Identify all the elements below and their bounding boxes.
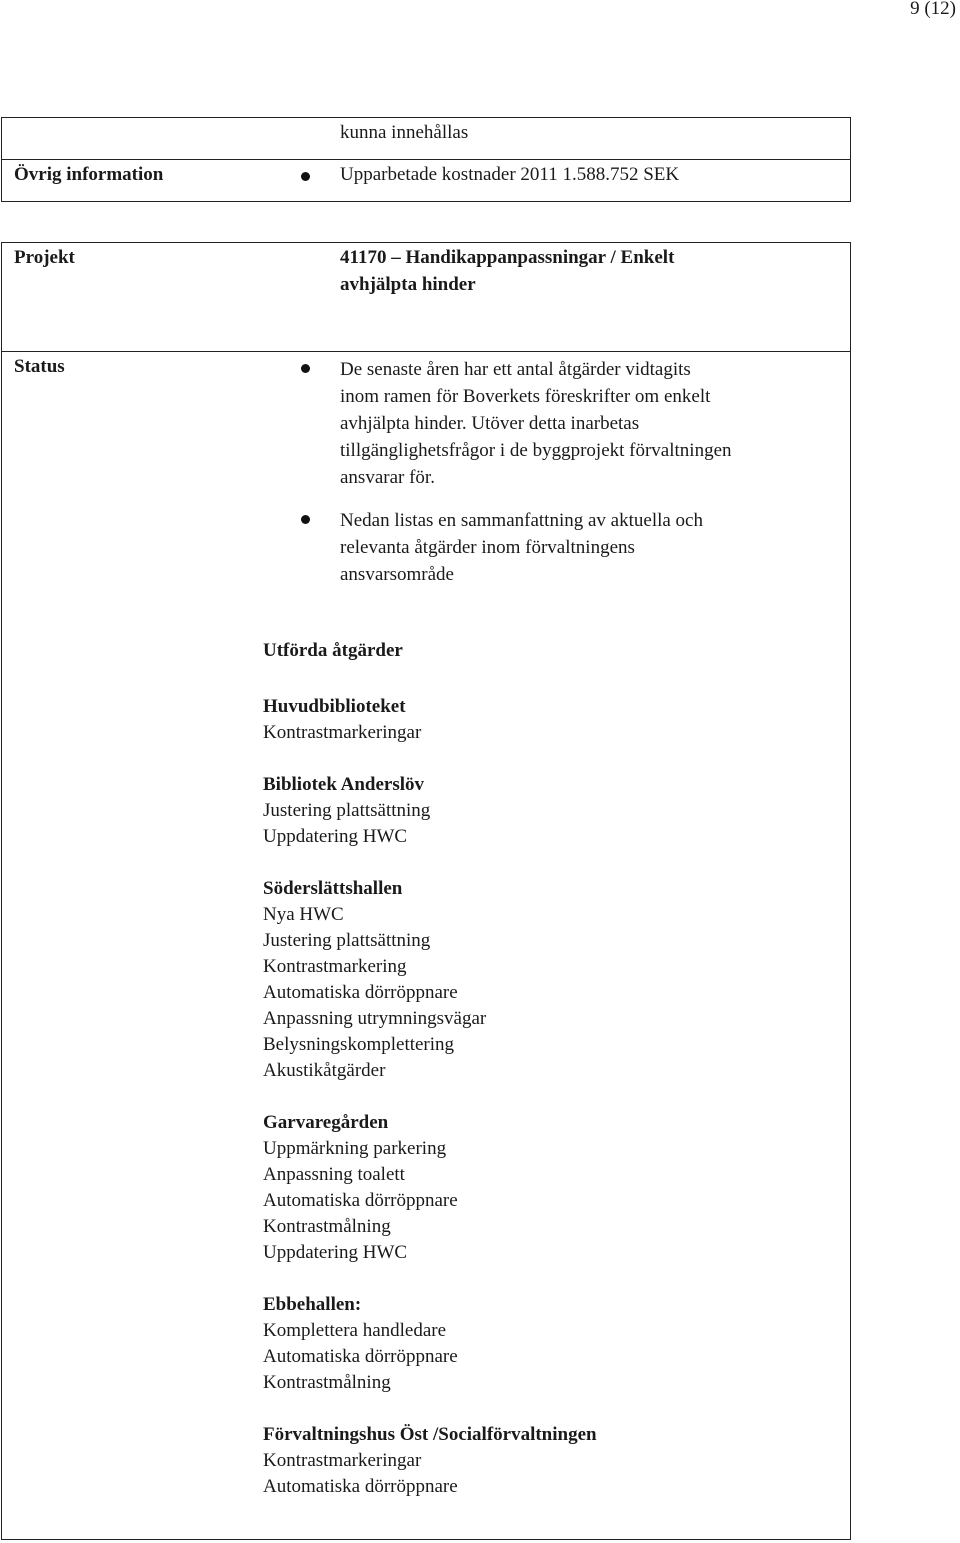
action-group [263, 772, 823, 850]
bullet-icon [301, 364, 310, 373]
ovrig-information-label: Övrig information [14, 164, 164, 185]
action-item: Nya HWC [263, 904, 344, 925]
action-group [263, 694, 823, 746]
status-bullet-1 [340, 356, 732, 491]
action-item: Uppdatering HWC [263, 826, 408, 847]
action-item: Justering plattsättning [263, 930, 431, 951]
action-group-title: Garvaregården [263, 1112, 389, 1133]
project-title-line1: 41170 – Handikappanpassningar / Enkelt [340, 247, 675, 268]
status-line: De senaste åren har ett antal åtgärder vidtagits [340, 359, 691, 380]
status-line: relevanta åtgärder inom förvaltningens [340, 537, 635, 558]
action-group-title: Bibliotek Anderslöv [263, 774, 424, 795]
action-item: Akustikåtgärder [263, 1060, 386, 1081]
action-item: Anpassning utrymningsvägar [263, 1008, 487, 1029]
action-group [263, 1110, 823, 1266]
action-item: Kontrastmålning [263, 1372, 391, 1393]
action-group [263, 876, 823, 1084]
status-bullet-2 [340, 507, 703, 588]
status-line: ansvarsområde [340, 564, 454, 585]
bullet-icon [301, 172, 310, 181]
project-title-line2: avhjälpta hinder [340, 274, 476, 295]
projekt-label: Projekt [14, 247, 75, 268]
row-divider [2, 351, 850, 352]
action-item: Kontrastmålning [263, 1216, 391, 1237]
action-group [263, 1292, 823, 1396]
action-item: Automatiska dörröppnare [263, 1346, 458, 1367]
action-item: Uppdatering HWC [263, 1242, 408, 1263]
info-table [1, 117, 851, 202]
actions-heading: Utförda åtgärder [263, 640, 403, 661]
action-group-title: Förvaltningshus Öst /Socialförvaltningen [263, 1424, 597, 1445]
action-item: Komplettera handledare [263, 1320, 447, 1341]
action-item: Belysningskomplettering [263, 1034, 455, 1055]
costs-text: Upparbetade kostnader 2011 1.588.752 SEK [340, 164, 680, 185]
page-number: 9 (12) [910, 0, 956, 19]
action-item: Uppmärkning parkering [263, 1138, 447, 1159]
action-group [263, 1422, 823, 1500]
row-divider [2, 159, 850, 160]
continued-text: kunna innehållas [340, 122, 469, 143]
action-item: Automatiska dörröppnare [263, 1190, 458, 1211]
status-line: tillgänglighetsfrågor i de byggprojekt förvaltningen [340, 440, 732, 461]
action-item: Kontrastmarkeringar [263, 722, 422, 743]
status-line: avhjälpta hinder. Utöver detta inarbetas [340, 413, 640, 434]
status-line: inom ramen för Boverkets föreskrifter om enkelt [340, 386, 711, 407]
action-item: Anpassning toalett [263, 1164, 405, 1185]
action-item: Automatiska dörröppnare [263, 1476, 458, 1497]
status-label: Status [14, 356, 65, 377]
completed-actions [263, 638, 823, 1526]
status-line: ansvarar för. [340, 467, 435, 488]
actions-groups [263, 694, 823, 1500]
action-group-title: Ebbehallen: [263, 1294, 362, 1315]
action-item: Justering plattsättning [263, 800, 431, 821]
action-group-title: Söderslättshallen [263, 878, 403, 899]
action-item: Automatiska dörröppnare [263, 982, 458, 1003]
status-line: Nedan listas en sammanfattning av aktuella och [340, 510, 703, 531]
action-group-title: Huvudbiblioteket [263, 696, 406, 717]
action-item: Kontrastmarkering [263, 956, 407, 977]
action-item: Kontrastmarkeringar [263, 1450, 422, 1471]
bullet-icon [301, 515, 310, 524]
